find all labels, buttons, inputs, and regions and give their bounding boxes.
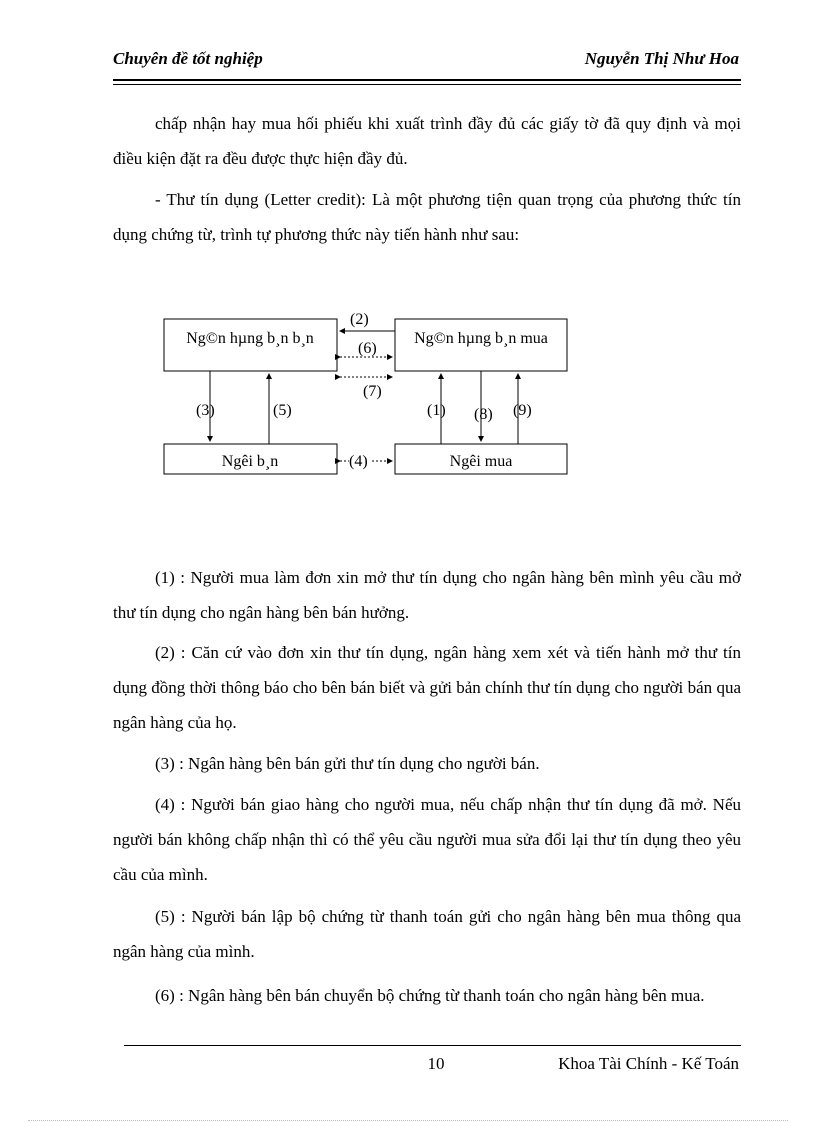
item-1: (1) : Người mua làm đơn xin mở thư tín dụng cho ngân hàng bên mình yêu cầu mở thư tín dụng cho ngân hàng bên bán hưởng. bbox=[113, 568, 741, 622]
label-step-4: (4) bbox=[349, 453, 368, 470]
footer-department: Khoa Tài Chính - Kế Toán bbox=[558, 1054, 739, 1073]
buyer-bank-label: Ng©n hµng b¸n mua bbox=[414, 330, 548, 347]
item-6: (6) : Ngân hàng bên bán chuyển bộ chứng từ thanh toán cho ngân hàng bên mua. bbox=[155, 986, 705, 1005]
label-step-2: (2) bbox=[350, 311, 369, 328]
header-author: Nguyễn Thị Như Hoa bbox=[584, 49, 739, 68]
label-step-9: (9) bbox=[513, 402, 532, 419]
buyer-box bbox=[395, 444, 567, 474]
footer-rule bbox=[124, 1045, 741, 1046]
seller-bank-box bbox=[164, 319, 337, 371]
header-rule-thin bbox=[113, 84, 741, 85]
seller-box bbox=[164, 444, 337, 474]
item-3: (3) : Ngân hàng bên bán gửi thư tín dụng cho người bán. bbox=[155, 754, 540, 773]
item-4: (4) : Người bán giao hàng cho người mua, nếu chấp nhận thư tín dụng đã mở. Nếu người bán không chấp nhận thì có thể yêu cầu người mua sửa đổi lại thư tín dụng theo yêu cầu của mình. bbox=[113, 795, 741, 884]
buyer-bank-box bbox=[395, 319, 567, 371]
item-5: (5) : Người bán lập bộ chứng từ thanh toán gửi cho ngân hàng bên mua thông qua ngân hàng của mình. bbox=[113, 907, 741, 961]
item-2: (2) : Căn cứ vào đơn xin thư tín dụng, ngân hàng xem xét và tiến hành mở thư tín dụng đồng thời thông báo cho bên bán biết và gửi bản chính thư tín dụng cho người bán qua ngân hàng của họ. bbox=[113, 643, 741, 732]
intro-paragraph-1: chấp nhận hay mua hối phiếu khi xuất trình đầy đủ các giấy tờ đã quy định và mọi điều kiện đặt ra đều được thực hiện đầy đủ. bbox=[113, 114, 741, 168]
label-step-5: (5) bbox=[273, 402, 292, 419]
letter-of-credit-diagram bbox=[0, 0, 816, 520]
page-bottom-border bbox=[28, 1120, 788, 1121]
header-title-left: Chuyên đề tốt nghiệp bbox=[113, 49, 263, 68]
buyer-label: Ngêi mua bbox=[449, 453, 513, 470]
label-step-3: (3) bbox=[196, 402, 215, 419]
header-rule-thick bbox=[113, 79, 741, 81]
label-step-1: (1) bbox=[427, 402, 446, 419]
page-number: 10 bbox=[427, 1054, 445, 1073]
seller-bank-label: Ng©n hµng b¸n b¸n bbox=[186, 330, 314, 347]
seller-label: Ngêi b¸n bbox=[221, 453, 279, 470]
label-step-7: (7) bbox=[363, 383, 382, 400]
intro-paragraph-2: - Thư tín dụng (Letter credit): Là một phương tiện quan trọng của phương thức tín dụng chứng từ, trình tự phương thức này tiến hành như sau: bbox=[113, 190, 741, 244]
label-step-8: (8) bbox=[474, 406, 493, 423]
label-step-6: (6) bbox=[358, 340, 377, 357]
